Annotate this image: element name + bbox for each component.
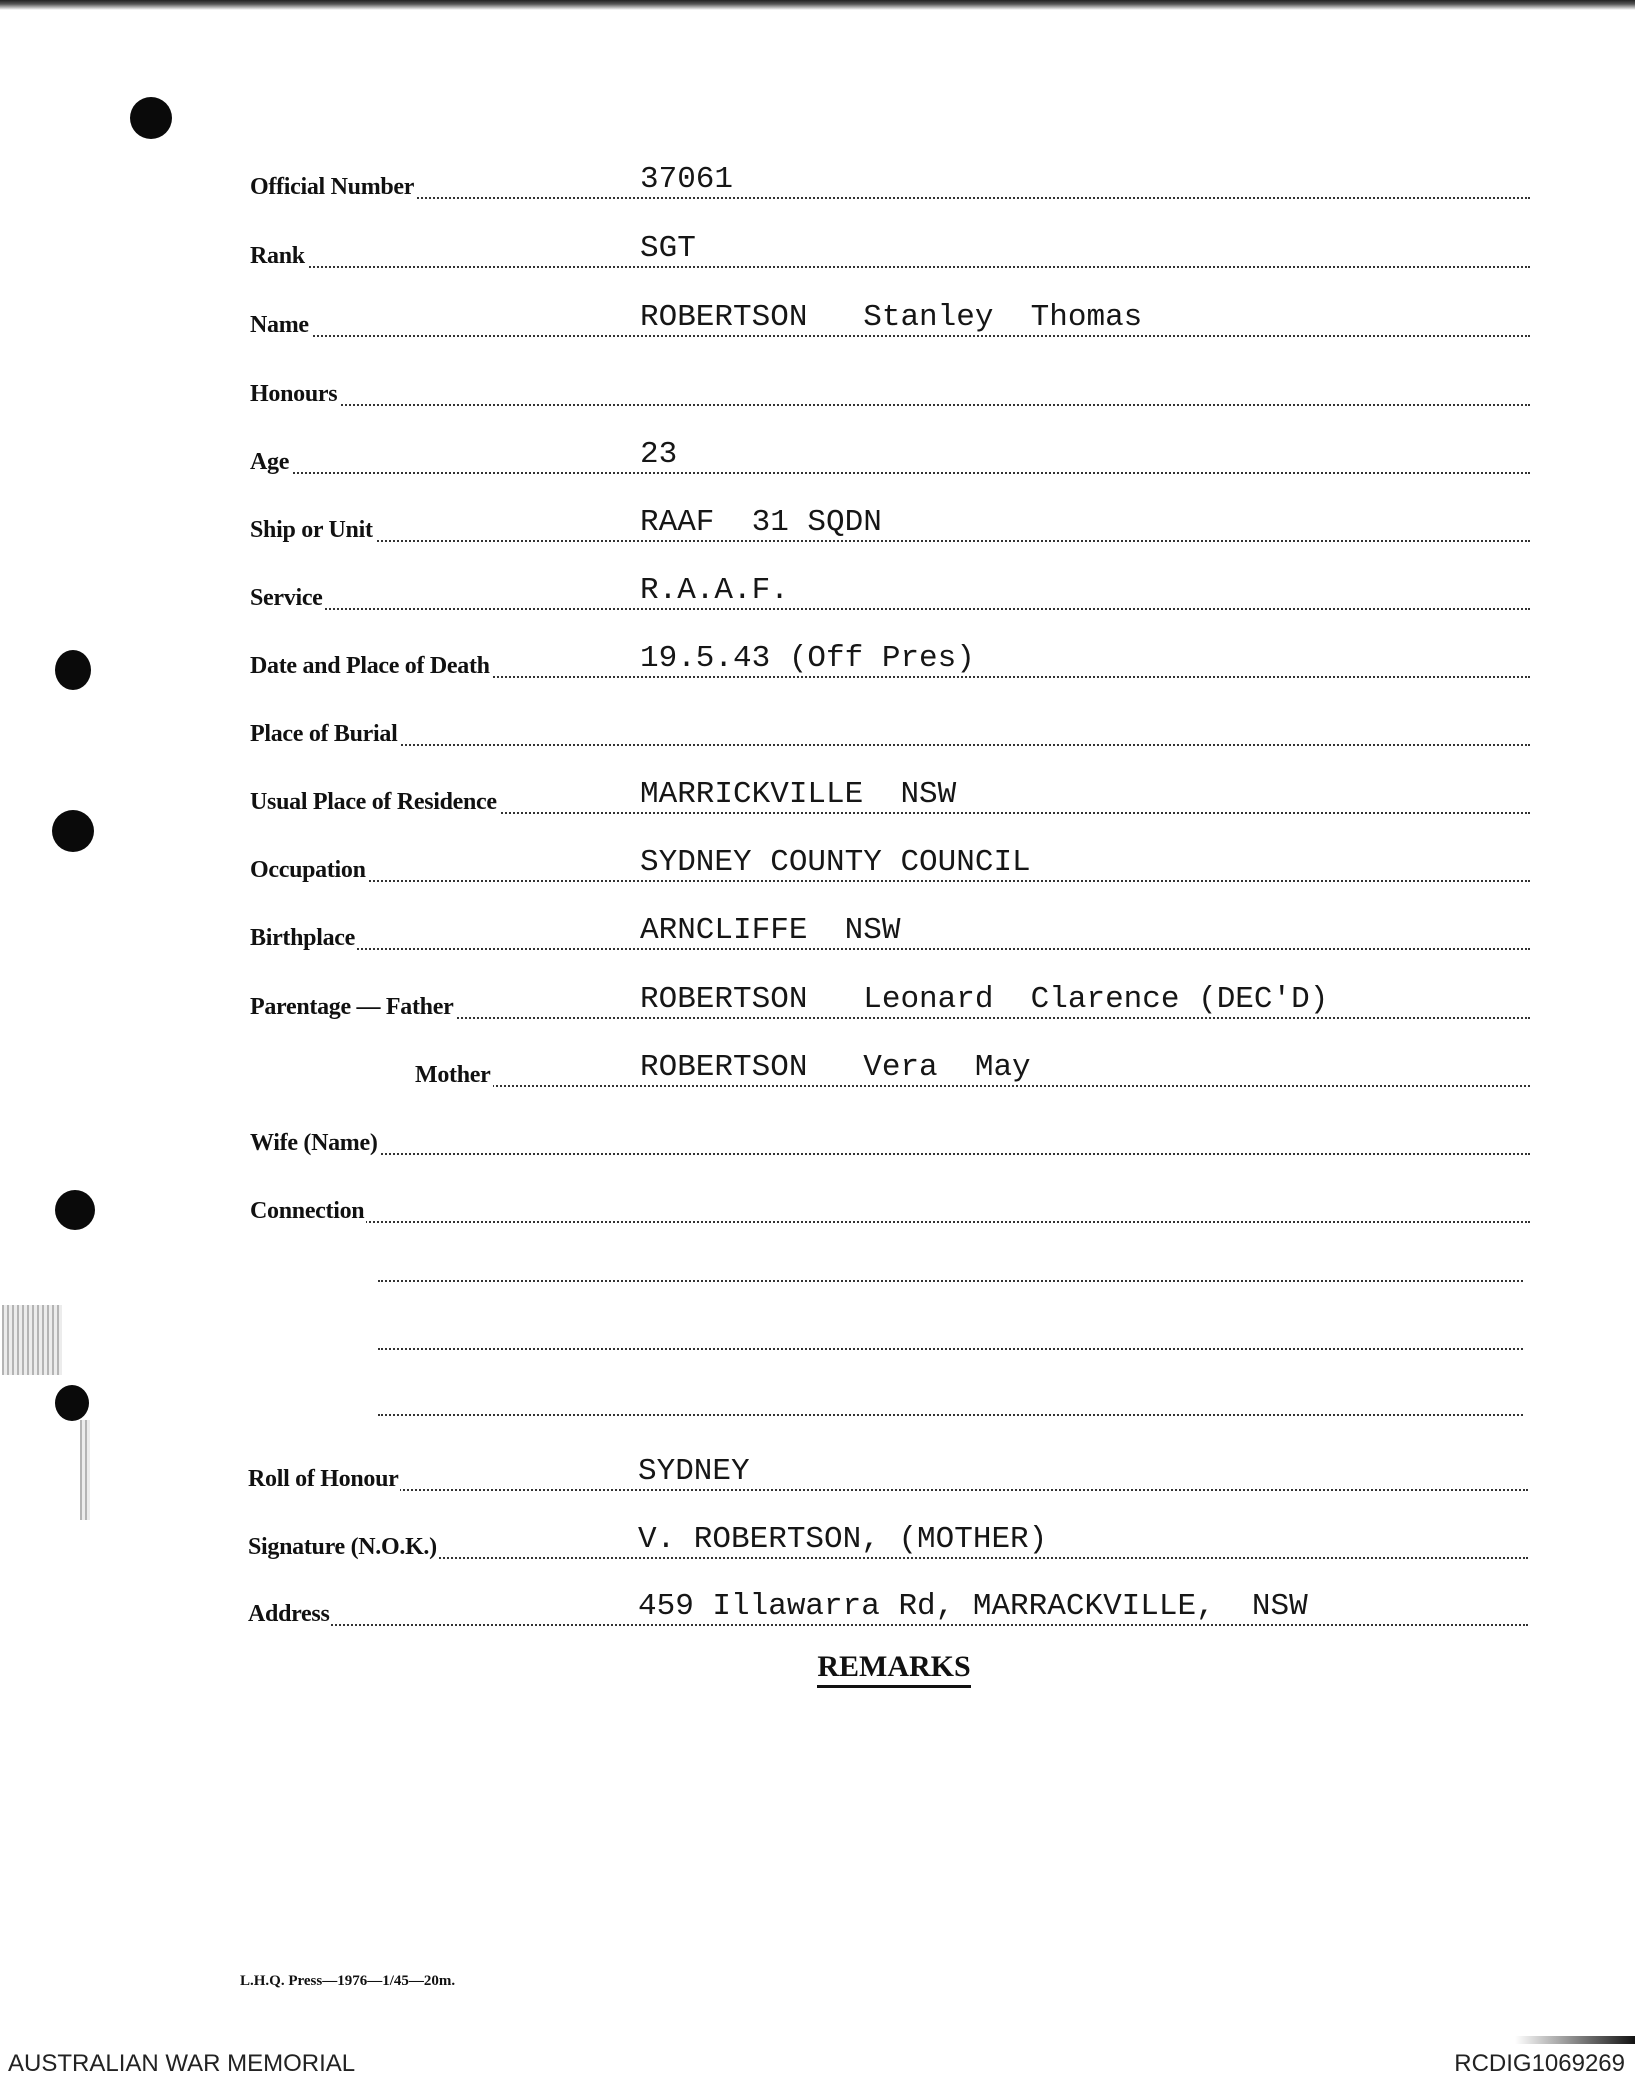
field-label: Age [250,449,290,475]
field-age [250,430,1530,480]
field-label: Rank [250,243,305,269]
dotted-line [250,404,1530,406]
dotted-line [250,197,1530,199]
dotted-line [250,472,1530,474]
remarks-heading [0,1650,1635,1684]
field-value: SYDNEY COUNTY COUNCIL [640,845,1031,880]
field-address [248,1582,1528,1632]
footer-institution: AUSTRALIAN WAR MEMORIAL [8,2050,356,2077]
field-value: 37061 [640,162,734,197]
connection-line-2 [378,1280,1523,1282]
field-label: Occupation [250,857,366,883]
field-value: V. ROBERTSON, (MOTHER) [638,1522,1048,1557]
field-label: Service [250,585,323,611]
field-connection [250,1179,1530,1229]
dotted-line [250,540,1530,542]
field-label: Official Number [250,174,415,200]
field-roll-of-honour [248,1447,1528,1497]
dotted-line [250,335,1530,337]
dotted-line [415,1085,1530,1087]
punch-hole-1 [130,97,172,139]
scan-corner [1515,2036,1635,2044]
field-official-number [250,155,1530,205]
field-value: 459 Illawarra Rd, MARRACKVILLE, NSW [638,1589,1308,1624]
dotted-line [250,880,1530,882]
field-date-place-death [250,634,1530,684]
connection-line-4 [378,1414,1523,1416]
field-occupation [250,838,1530,888]
field-value: ROBERTSON Vera May [640,1050,1031,1085]
dotted-line [248,1624,1528,1626]
field-value: RAAF 31 SQDN [640,505,882,540]
field-name [250,293,1530,343]
punch-hole-4 [55,1190,95,1230]
field-value: SGT [640,231,696,266]
dotted-line [248,1557,1528,1559]
punch-hole-3 [52,810,94,852]
field-rank [250,224,1530,274]
punch-hole-2 [55,650,91,690]
field-signature-nok [248,1515,1528,1565]
field-label: Name [250,312,309,338]
dotted-line [248,1489,1528,1491]
field-ship-or-unit [250,498,1530,548]
field-label: Honours [250,381,338,407]
dotted-line [250,948,1530,950]
field-wife-name [250,1111,1530,1161]
printer-imprint: L.H.Q. Press—1976—1/45—20m. [240,1973,456,1989]
field-usual-residence [250,770,1530,820]
field-honours [250,362,1530,412]
field-birthplace [250,906,1530,956]
field-value: SYDNEY [638,1454,750,1489]
field-label: Ship or Unit [250,517,373,543]
field-value: ARNCLIFFE NSW [640,913,901,948]
dotted-line [250,266,1530,268]
scan-smudge [2,1305,62,1375]
dotted-line [250,608,1530,610]
field-label: Mother [415,1062,491,1088]
dotted-line [250,744,1530,746]
scan-smudge-2 [80,1420,90,1520]
field-value: ROBERTSON Stanley Thomas [640,300,1143,335]
field-label: Signature (N.O.K.) [248,1534,437,1560]
field-father [250,975,1530,1025]
field-label: Connection [250,1198,365,1224]
field-service [250,566,1530,616]
field-label: Address [248,1601,330,1627]
field-label: Usual Place of Residence [250,789,497,815]
dotted-line [250,1153,1530,1155]
field-value: ROBERTSON Leonard Clarence (DEC'D) [640,982,1329,1017]
field-value: 19.5.43 (Off Pres) [640,641,975,676]
connection-line-3 [378,1348,1523,1350]
field-label: Parentage — Father [250,994,454,1020]
footer-record-id: RCDIG1069269 [1454,2050,1625,2077]
field-value: 23 [640,437,678,472]
field-place-of-burial [250,702,1530,752]
remarks-heading-text: REMARKS [817,1650,970,1688]
field-label: Wife (Name) [250,1130,378,1156]
dotted-line [250,1221,1530,1223]
field-label: Roll of Honour [248,1466,399,1492]
field-label: Birthplace [250,925,355,951]
field-value: MARRICKVILLE NSW [640,777,957,812]
scan-edge [0,0,1635,10]
field-label: Place of Burial [250,721,398,747]
punch-hole-5 [55,1385,89,1421]
field-label: Date and Place of Death [250,653,490,679]
field-mother [250,1043,1530,1093]
field-value: R.A.A.F. [640,573,789,608]
